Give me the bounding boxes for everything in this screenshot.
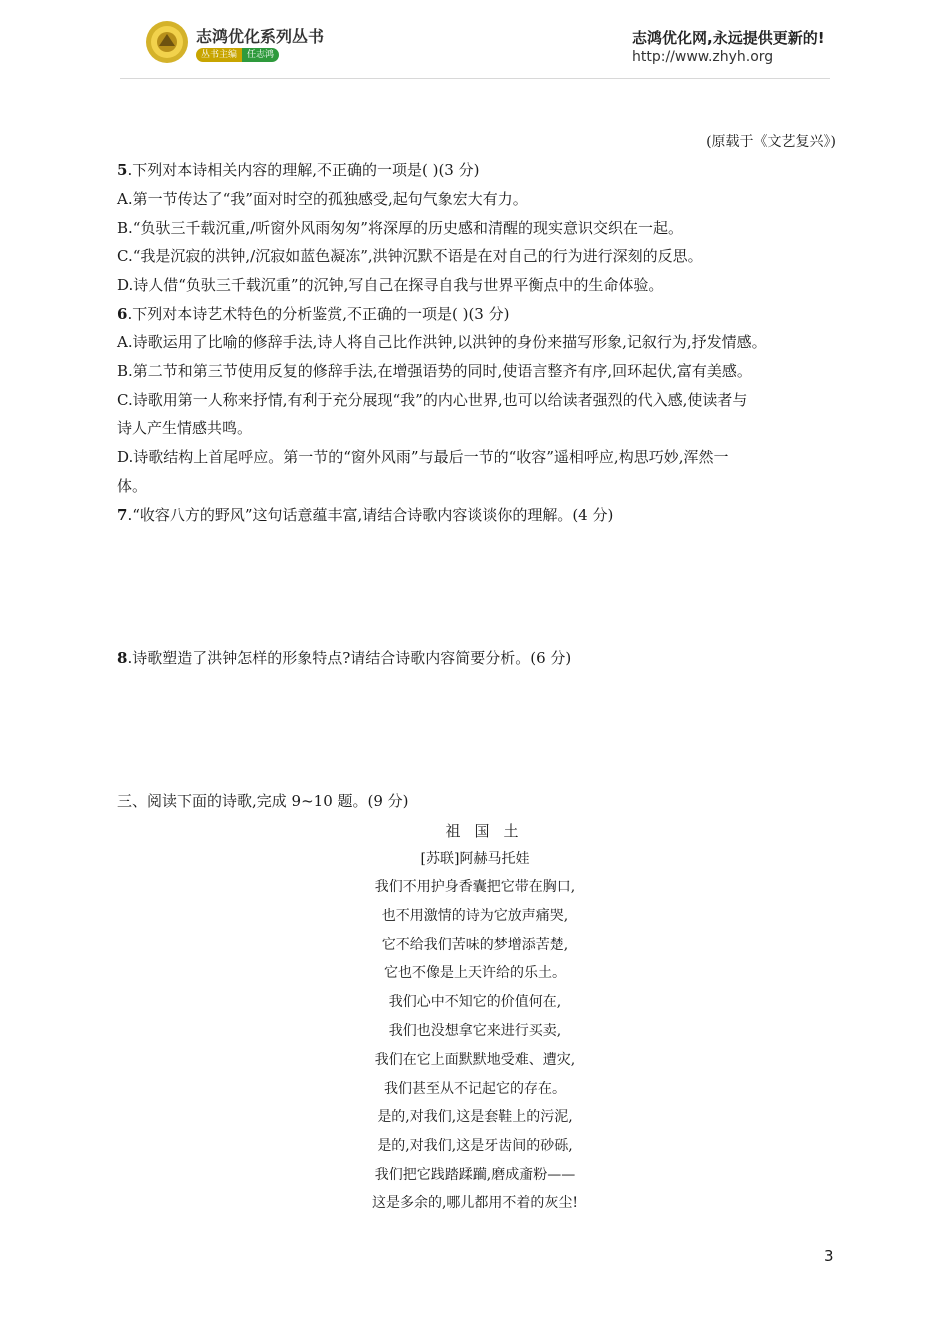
q5-option-c: C.“我是沉寂的洪钟,/沉寂如蓝色凝冻”,洪钟沉默不语是在对自己的行为进行深刻的反思。 — [117, 247, 703, 265]
site-slogan: 志鸿优化网,永远提供更新的! — [632, 29, 825, 47]
poem-line: 我们也没想拿它来进行买卖, — [388, 1023, 562, 1039]
poem-author: [苏联]阿赫马托娃 — [420, 851, 530, 867]
poem-line: 也不用激情的诗为它放声痛哭, — [381, 908, 569, 924]
poem-line: 我们心中不知它的价值何在, — [388, 994, 562, 1010]
poem-line: 是的,对我们,这是牙齿间的砂砾, — [377, 1138, 573, 1154]
poem-line: 我们把它践踏蹂躏,磨成齑粉—— — [374, 1167, 576, 1183]
poem-line: 这是多余的,哪儿都用不着的灰尘! — [371, 1195, 579, 1211]
question-text: .诗歌塑造了洪钟怎样的形象特点?请结合诗歌内容简要分析。(6 分) — [127, 649, 572, 667]
page-number: 3 — [824, 1247, 834, 1265]
source-note: (原载于《文艺复兴》) — [706, 134, 836, 150]
editor-name: 任志鸿 — [242, 48, 279, 62]
brand-logo-icon — [145, 20, 189, 64]
question-number: 8 — [117, 649, 128, 667]
q6-option-d-line2: 体。 — [117, 477, 148, 495]
question-number: 6 — [117, 305, 128, 323]
q6-option-a: A.诗歌运用了比喻的修辞手法,诗人将自己比作洪钟,以洪钟的身份来描写形象,记叙行为,抒发情感。 — [117, 333, 767, 351]
question-number: 5 — [117, 161, 128, 179]
q5-option-d: D.诗人借“负驮三千载沉重”的沉钟,写自己在探寻自我与世界平衡点中的生命体验。 — [117, 276, 664, 294]
question-text: .“收容八方的野风”这句话意蕴丰富,请结合诗歌内容谈谈你的理解。(4 分) — [127, 506, 614, 524]
question-text: .下列对本诗相关内容的理解,不正确的一项是( )(3 分) — [127, 161, 480, 179]
q6-option-c-line2: 诗人产生情感共鸣。 — [117, 419, 253, 437]
q5-option-a: A.第一节传达了“我”面对时空的孤独感受,起句气象宏大有力。 — [117, 190, 528, 208]
page-header — [0, 0, 950, 80]
poem-line: 它不给我们苦味的梦增添苦楚, — [381, 937, 569, 953]
question-number: 7 — [117, 506, 128, 524]
brand-subtitle-bar — [196, 48, 279, 62]
q6-option-d-line1: D.诗歌结构上首尾呼应。第一节的“窗外风雨”与最后一节的“收容”遥相呼应,构思巧妙,浑然一 — [117, 448, 729, 466]
section-3-heading: 三、阅读下面的诗歌,完成 9~10 题。(9 分) — [117, 792, 409, 810]
brand-title: 志鸿优化系列丛书 — [196, 27, 325, 46]
poem-line: 它也不像是上天许给的乐土。 — [384, 965, 566, 981]
question-8-stem — [117, 648, 571, 668]
question-7-stem — [117, 505, 613, 525]
q6-option-c-line1: C.诗歌用第一人称来抒情,有利于充分展现“我”的内心世界,也可以给读者强烈的代入感,使读者与 — [117, 391, 748, 409]
poem-line: 我们甚至从不记起它的存在。 — [384, 1081, 566, 1097]
poem-line: 我们不用护身香囊把它带在胸口, — [374, 879, 576, 895]
question-6-stem — [117, 304, 509, 324]
editor-label: 丛书主编 — [196, 48, 242, 62]
question-text: .下列对本诗艺术特色的分析鉴赏,不正确的一项是( )(3 分) — [127, 305, 510, 323]
poem-title: 祖国土 — [445, 822, 533, 840]
q6-option-b: B.第二节和第三节使用反复的修辞手法,在增强语势的同时,使语言整齐有序,回环起伏,富有美感。 — [117, 362, 752, 380]
question-5-stem — [117, 160, 479, 180]
q5-option-b: B.“负驮三千载沉重,/听窗外风雨匆匆”将深厚的历史感和清醒的现实意识交织在一起。 — [117, 219, 683, 237]
poem-line: 我们在它上面默默地受难、遭灾, — [374, 1052, 576, 1068]
header-divider — [120, 78, 830, 79]
poem-line: 是的,对我们,这是套鞋上的污泥, — [377, 1109, 573, 1125]
site-url[interactable]: http://www.zhyh.org — [632, 49, 774, 65]
